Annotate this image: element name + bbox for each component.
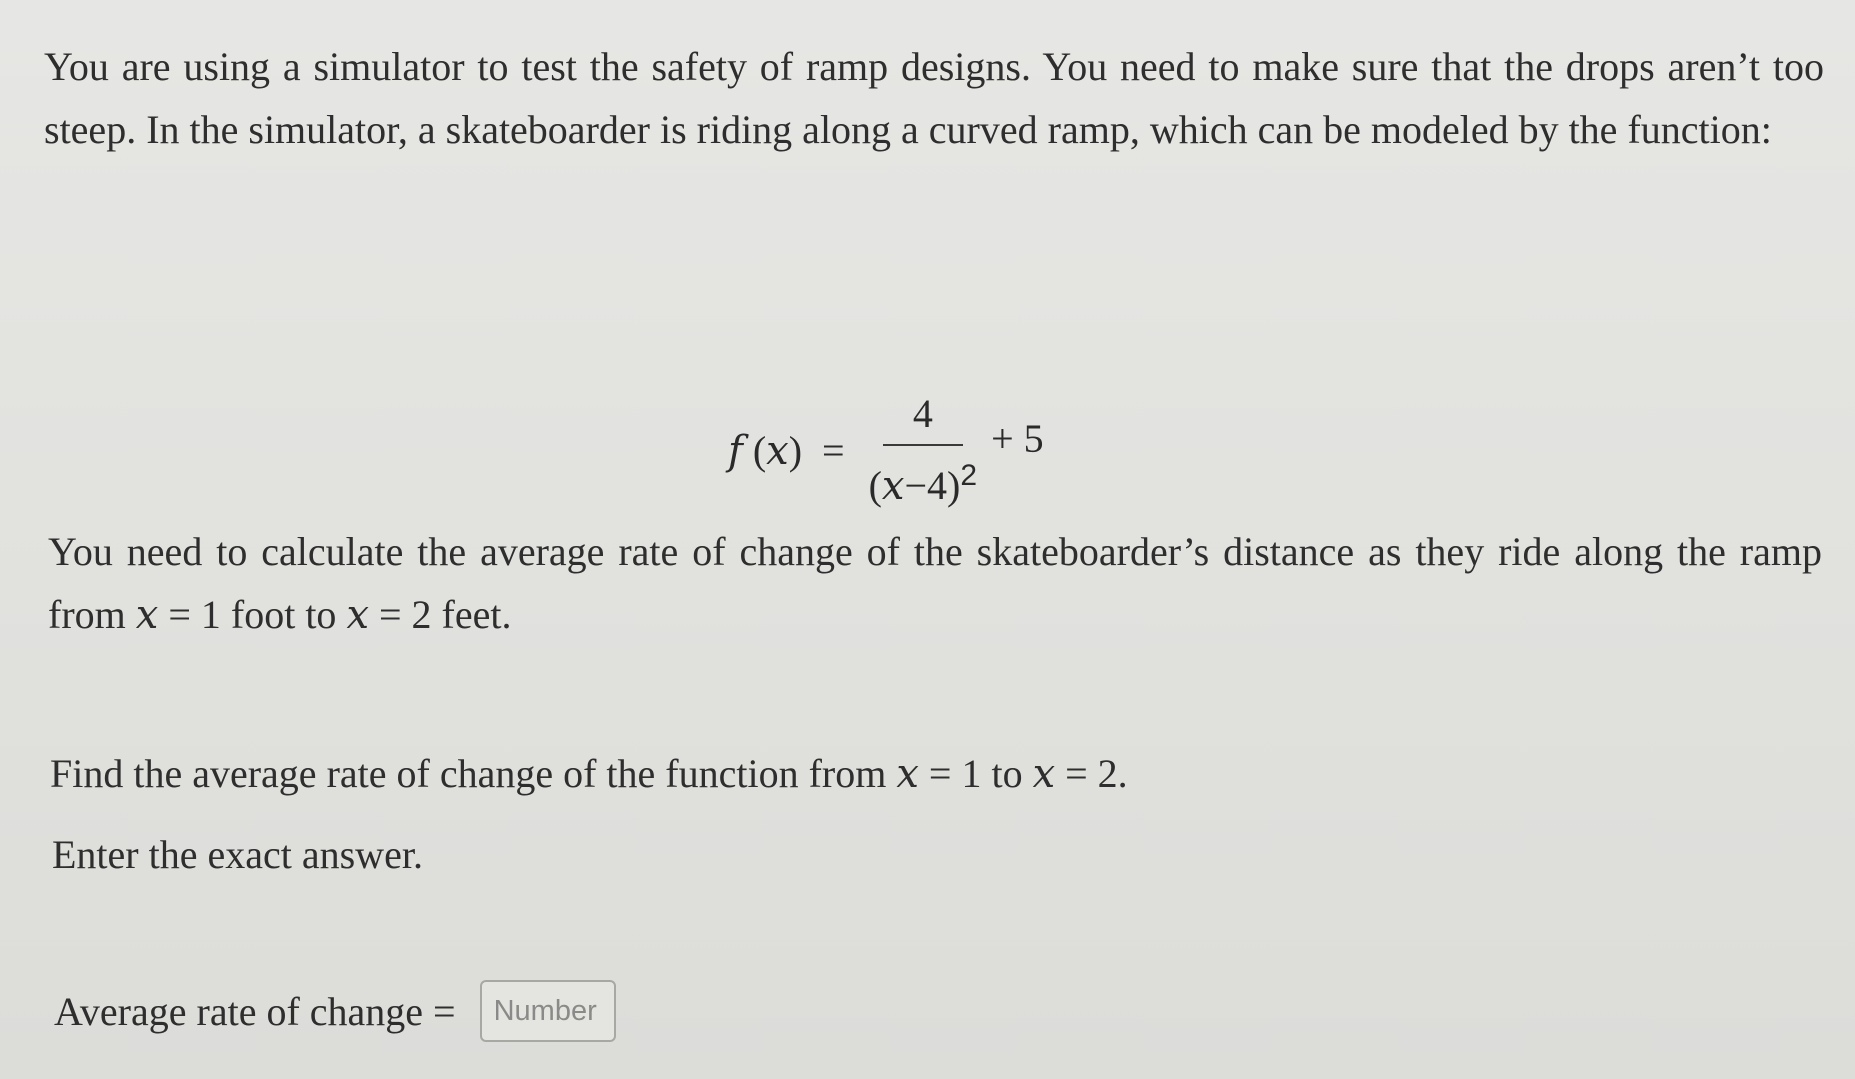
exponent: 2 xyxy=(960,459,978,492)
problem-intro: You are using a simulator to test the safety of ramp designs. You need to make sure that the drops aren’t too steep. In the simulator, a skateboarder is riding along a curved ramp, which can be modeled by the function: xyxy=(44,44,1824,152)
function-name: f (x) xyxy=(728,427,803,474)
answer-number-input[interactable] xyxy=(480,980,616,1042)
answer-label: Average rate of change = xyxy=(54,988,456,1034)
equals-sign: = xyxy=(822,427,845,473)
function-variable: x xyxy=(766,427,789,474)
denominator-variable: x xyxy=(881,463,905,509)
var-x: x xyxy=(135,592,159,638)
numerator: 4 xyxy=(883,390,963,446)
var-x: x xyxy=(1032,751,1056,797)
denominator: $(x-4)^2$ xyxy=(868,459,978,509)
fraction xyxy=(869,390,977,510)
var-x: x xyxy=(346,592,369,638)
constant-term: + 5 xyxy=(991,415,1044,461)
question-text: You need to calculate the average rate of change of the skateboarder’s distance as they ride along the ramp from x = 1 foot to x = 2 feet. xyxy=(48,529,1822,638)
find-instruction: Find the average rate of change of the function from x = 1 to x = 2. xyxy=(50,751,1128,797)
ramp-function-formula xyxy=(728,390,1044,510)
function-symbol: f xyxy=(728,427,743,474)
var-x: x xyxy=(896,751,919,797)
exact-answer-instruction: Enter the exact answer. xyxy=(52,832,423,877)
answer-row xyxy=(54,980,616,1042)
